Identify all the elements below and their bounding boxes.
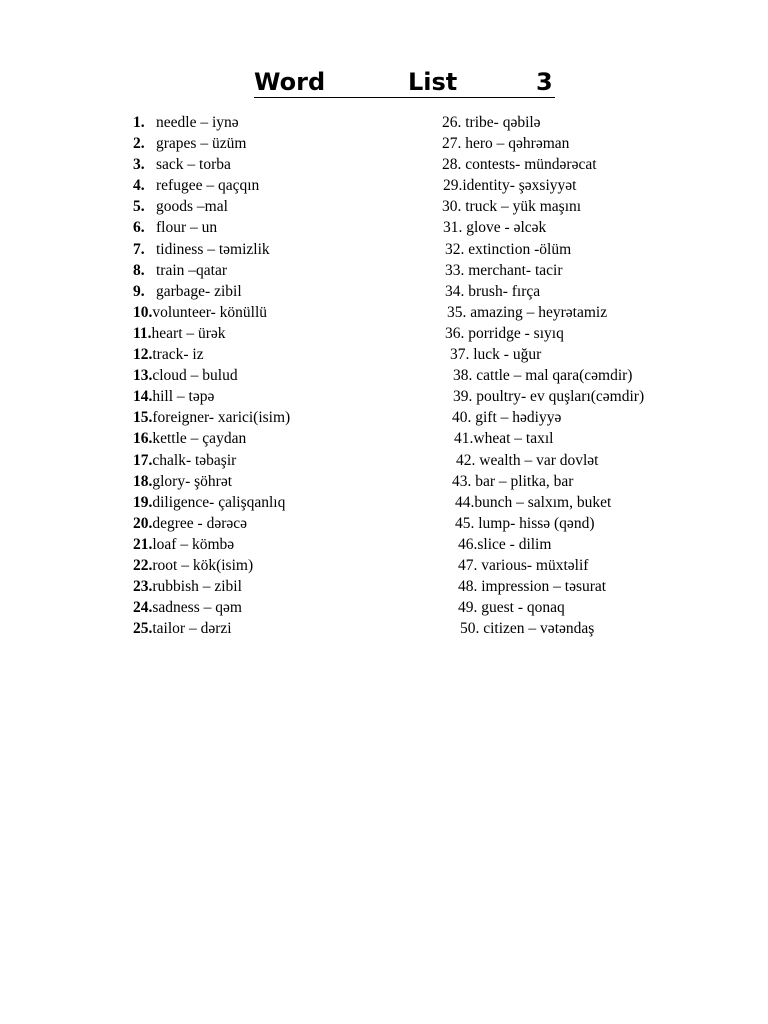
word-list-item: 32. extinction -ölüm <box>445 240 572 258</box>
item-number: 25. <box>133 620 153 638</box>
word-list-item <box>133 407 290 428</box>
word-list-item <box>133 302 290 323</box>
word-list-item <box>133 471 290 492</box>
item-number: 19. <box>133 493 153 511</box>
word-translation: sadness – qəm <box>152 599 242 617</box>
word-list-item <box>133 112 290 133</box>
word-list-item <box>133 386 290 407</box>
word-list-item: 30. truck – yük maşını <box>442 198 582 216</box>
word-list-item: 44.bunch – salxım, buket <box>455 493 612 511</box>
item-number: 22. <box>133 556 153 574</box>
item-number: 8. <box>133 261 145 279</box>
word-translation: diligence- çalişqanlıq <box>152 493 286 511</box>
word-list-item <box>133 154 290 175</box>
word-translation: heart – ürək <box>151 324 226 342</box>
word-list-item: 27. hero – qəhrəman <box>442 135 570 153</box>
item-number: 12. <box>133 346 153 364</box>
word-translation: track- iz <box>152 346 204 364</box>
word-list-item: 45. lump- hissə (qənd) <box>455 514 595 532</box>
word-translation: root – kök(isim) <box>152 556 254 574</box>
word-list-item: 36. porridge - sıyıq <box>445 324 564 342</box>
word-translation: grapes – üzüm <box>156 135 247 153</box>
item-number: 17. <box>133 451 153 469</box>
word-list-item <box>133 365 290 386</box>
item-number: 13. <box>133 367 153 385</box>
word-translation: degree - dərəcə <box>152 514 248 532</box>
item-number: 16. <box>133 430 153 448</box>
item-number: 2. <box>133 135 145 153</box>
word-list-item <box>133 260 290 281</box>
word-list-item: 37. luck - uğur <box>450 346 542 364</box>
item-number: 7. <box>133 240 145 258</box>
word-list-item <box>133 513 290 534</box>
word-list-item <box>133 175 290 196</box>
item-number: 24. <box>133 599 153 617</box>
word-list-item <box>133 217 290 238</box>
word-translation: hill – təpə <box>152 388 215 406</box>
item-number: 6. <box>133 219 145 237</box>
word-translation: kettle – çaydan <box>152 430 247 448</box>
word-list-item: 46.slice - dilim <box>458 535 552 553</box>
word-list-item: 28. contests- mündərəcat <box>442 156 597 174</box>
title-word: Word <box>254 68 326 96</box>
word-list-item <box>133 428 290 449</box>
word-translation: goods –mal <box>156 198 228 216</box>
word-translation: needle – iynə <box>156 114 239 131</box>
word-list-item: 38. cattle – mal qara(cəmdir) <box>453 367 633 385</box>
item-number: 9. <box>133 282 145 300</box>
word-translation: tidiness – təmizlik <box>156 240 270 258</box>
item-number: 4. <box>133 177 145 195</box>
word-translation: refugee – qaçqın <box>156 177 260 195</box>
word-translation: tailor – dərzi <box>152 620 232 638</box>
word-translation: flour – un <box>156 219 218 237</box>
word-list-item: 35. amazing – heyrətamiz <box>447 303 608 321</box>
word-list-item <box>133 323 290 344</box>
word-translation: loaf – kömbə <box>152 535 235 553</box>
item-number: 5. <box>133 198 145 216</box>
word-list-item: 34. brush- fırça <box>445 282 541 300</box>
item-number: 1. <box>133 114 145 131</box>
item-number: 3. <box>133 156 145 174</box>
item-number: 18. <box>133 472 153 490</box>
word-list-item: 48. impression – təsurat <box>458 578 607 596</box>
item-number: 14. <box>133 388 153 406</box>
item-number: 23. <box>133 578 153 596</box>
item-number: 20. <box>133 514 153 532</box>
word-translation: train –qatar <box>156 261 228 279</box>
word-list-item <box>133 239 290 260</box>
word-list-item <box>133 534 290 555</box>
word-list-item <box>133 281 290 302</box>
item-number: 15. <box>133 409 153 427</box>
word-list-item: 43. bar – plitka, bar <box>452 472 574 490</box>
word-list-item: 26. tribe- qəbilə <box>442 114 541 131</box>
word-translation: foreigner- xarici(isim) <box>152 409 291 427</box>
word-translation: sack – torba <box>156 156 231 174</box>
item-number: 10. <box>133 303 153 321</box>
word-list-item: 31. glove - əlcək <box>443 219 547 237</box>
item-number: 11. <box>133 324 152 342</box>
page-title <box>254 66 555 98</box>
word-list-right-column <box>441 112 644 639</box>
word-translation: chalk- təbaşir <box>152 451 237 469</box>
word-list-item: 40. gift – hədiyyə <box>452 409 562 427</box>
word-list-item: 39. poultry- ev quşları(cəmdir) <box>453 388 645 406</box>
word-list-item: 50. citizen – vətəndaş <box>460 620 595 638</box>
word-list-item <box>133 618 290 639</box>
word-list-item <box>133 450 290 471</box>
word-translation: cloud – bulud <box>152 367 238 385</box>
title-list: List <box>408 68 458 96</box>
word-translation: rubbish – zibil <box>152 578 242 596</box>
word-list-item: 33. merchant- tacir <box>445 261 563 279</box>
word-list-item <box>133 492 290 513</box>
word-list-item <box>133 196 290 217</box>
word-list-item <box>133 133 290 154</box>
word-list-item <box>133 555 290 576</box>
word-list-item <box>133 597 290 618</box>
word-list-left-column <box>133 112 290 639</box>
word-translation: glory- şöhrət <box>152 472 233 490</box>
word-list-item <box>133 344 290 365</box>
title-number: 3 <box>536 68 553 96</box>
word-translation: garbage- zibil <box>156 282 242 300</box>
word-list-item <box>133 576 290 597</box>
word-list-item: 49. guest - qonaq <box>458 599 565 617</box>
word-list-item: 42. wealth – var dovlət <box>456 451 599 469</box>
word-list-item: 29.identity- şəxsiyyət <box>443 177 577 195</box>
word-translation: volunteer- könüllü <box>152 303 267 321</box>
item-number: 21. <box>133 535 153 553</box>
word-list-item: 47. various- müxtəlif <box>458 556 589 574</box>
word-list-item: 41.wheat – taxıl <box>454 430 554 448</box>
